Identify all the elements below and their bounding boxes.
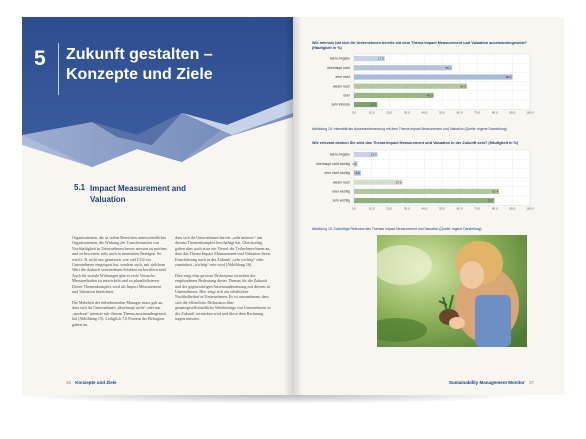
bar-chart-15 <box>312 52 544 124</box>
page-footer-right <box>449 380 534 385</box>
category-label: weder noch <box>332 179 350 184</box>
tick-label: 50.0 <box>439 110 445 115</box>
tick-label: 20.0 <box>386 110 393 115</box>
chart-title: Wie intensiv hat sich Ihr Unternehmen bereits mit dem Thema Impact Measurement und Valuation auseinandergesetzt? (Häufigkeit in %) <box>312 41 527 50</box>
tick-label: 30.0 <box>403 206 410 211</box>
category-label: keine Angabe <box>330 152 350 157</box>
figure-16 <box>312 141 544 231</box>
chapter-header-graphic <box>22 17 293 177</box>
value-label: 13.4 <box>370 152 377 157</box>
tick-label: 90.0 <box>509 110 516 115</box>
running-title: Sustainability Management Monitor <box>448 380 525 385</box>
bar <box>354 75 513 80</box>
value-label: 55.7 <box>445 66 452 71</box>
tick-label: 60.0 <box>456 206 463 211</box>
body-text-column-2: dass sich ihr Unternehmen bereits „sehr intensiv“ mit diesem Themenkomplex beschäftigt hat. Gleichzeitig gaben aber auch etwa ein Viertel der Teilnehmer/innen an, dass das Thema Impact Measurement und Valuation ihren Einschätzung nach in der Zukunft „sehr wichtig“ oder zumindest „wichtig“ sein wird (Abbildung 16). Dies zeigt eine gewisse Diskrepanz zwischen der empfundenen Bedeutung dieses Themas für die Zukunft und der gegenwärtigen Auseinandersetzung mit diesem in Unternehmen. Hier zeigt sich ein erheblicher Nachholbedarf in Unternehmen. Es ist anzunehmen, dass sich die öffentliche Diskussion über gesamtgesellschaftliche Wertbeiträge von Unternehmen in der Zukunft verstärken wird und diese dem Rechnung tragen müssen. <box>175 235 271 322</box>
chapter-title: Zukunft gestalten – Konzepte und Ziele <box>66 46 213 83</box>
bar <box>354 84 467 89</box>
tick-label: 30.0 <box>403 110 410 115</box>
page-footer-left <box>66 380 117 385</box>
bar <box>354 93 434 98</box>
category-label: keine Angabe <box>330 56 350 61</box>
tick-label: 10.0 <box>368 110 375 115</box>
tick-label: 40.0 <box>421 206 428 211</box>
left-page <box>22 17 293 395</box>
value-label: 3.8 <box>355 170 360 175</box>
page-number: 36 <box>66 380 72 385</box>
tick-label: 10.0 <box>368 206 375 211</box>
right-page <box>293 17 564 395</box>
figure-15 <box>312 41 544 131</box>
page-number: 37 <box>528 380 534 385</box>
value-label: 64.2 <box>460 84 466 89</box>
category-label: eher nicht wichtig <box>324 170 350 175</box>
bar <box>354 65 452 70</box>
tick-label: 60.0 <box>456 110 463 115</box>
category-label: sehr wichtig <box>332 198 350 203</box>
category-label: weder noch <box>332 84 350 89</box>
tick-label: 50.0 <box>439 206 445 211</box>
body-text-column-1: Organisationen, die in vielen Bereichen unterschiedlicher Organisationen, die Wirkung der Transformation von Nachhaltigkeit in Unternehmen besser messen zu machen und zu bewerten, teils auch in monetären Beträgen. So wird z. B. nicht nur gemessen, wie viel CO2 ein Unternehmen eingespart hat, sondern auch, mit welchem Wert die dadurch vermiedenen Schäden zu beziffern sind. Auch für soziale Wirkungen gibt es erste Versuche, Messmethoden zu entwickeln und zu plausibilisieren. Dieser Themenkomplex wird als Impact Measurement und Valuation bezeichnet. Die Mehrheit der teilnehmenden Manager muss gab an, dass sich ihr Unternehmen „überhaupt nicht“ oder nur „moderat“ intensiv mit diesem Thema auseinandergesetzt hat (Abbildung 15). Lediglich 7,6 Prozent der Befragten gaben an, <box>72 235 167 327</box>
category-label: überhaupt nicht <box>327 66 350 71</box>
tick-label: 70.0 <box>474 206 481 211</box>
value-label: 1.9 <box>352 161 357 166</box>
book-spread <box>22 17 564 395</box>
tick-label: 80.0 <box>491 110 498 115</box>
section-title: Impact Measurement and Valuation <box>90 184 187 204</box>
tick-label: 90.0 <box>509 206 516 211</box>
category-label: eher <box>343 93 350 98</box>
category-label: überhaupt nicht wichtig <box>316 161 350 166</box>
figure-caption: Abbildung 15: Intensität der Auseinandersetzung mit dem Thema Impact Measurement und Valuation (Quelle: eigene Darstellung) <box>312 127 507 131</box>
category-label: eher nicht <box>335 75 350 80</box>
category-label: eher wichtig <box>332 189 350 194</box>
tick-label: 0.0 <box>351 110 357 115</box>
bar <box>354 198 494 203</box>
book-gutter <box>284 17 302 395</box>
value-label: 27.6 <box>395 179 402 184</box>
tick-label: 0.0 <box>351 206 357 211</box>
tick-label: 100.0 <box>526 206 534 211</box>
bar <box>354 188 499 193</box>
tick-label: 80.0 <box>491 206 498 211</box>
value-label: 13.2 <box>370 102 377 107</box>
chart-title: Wie relevant denken Sie wird das Thema Impact Measurement und Valuation in der Zukunft sein? (Häufigkeit in %) <box>312 141 519 145</box>
tick-label: 20.0 <box>386 206 393 211</box>
tick-label: 100.0 <box>526 110 534 115</box>
child-with-plant-photo <box>377 235 527 347</box>
value-label: 90.1 <box>505 75 512 80</box>
section-number: 5.1 <box>74 183 86 192</box>
tick-label: 70.0 <box>474 110 481 115</box>
value-label: 82.4 <box>492 189 499 194</box>
value-label: 45.3 <box>426 93 433 98</box>
tick-label: 40.0 <box>421 110 428 115</box>
value-label: 79.7 <box>487 198 494 203</box>
bar-chart-16 <box>312 148 544 220</box>
running-title: Konzepte und Ziele <box>75 380 117 385</box>
category-label: sehr intensiv <box>331 102 350 107</box>
chapter-divider <box>58 43 59 95</box>
value-label: 17.5 <box>377 56 384 61</box>
chapter-number: 5 <box>34 47 46 70</box>
figure-caption: Abbildung 16: Zukünftige Relevanz des Themas Impact Measurement und Valuation (Quelle: eigene Darstellung) <box>312 227 482 231</box>
